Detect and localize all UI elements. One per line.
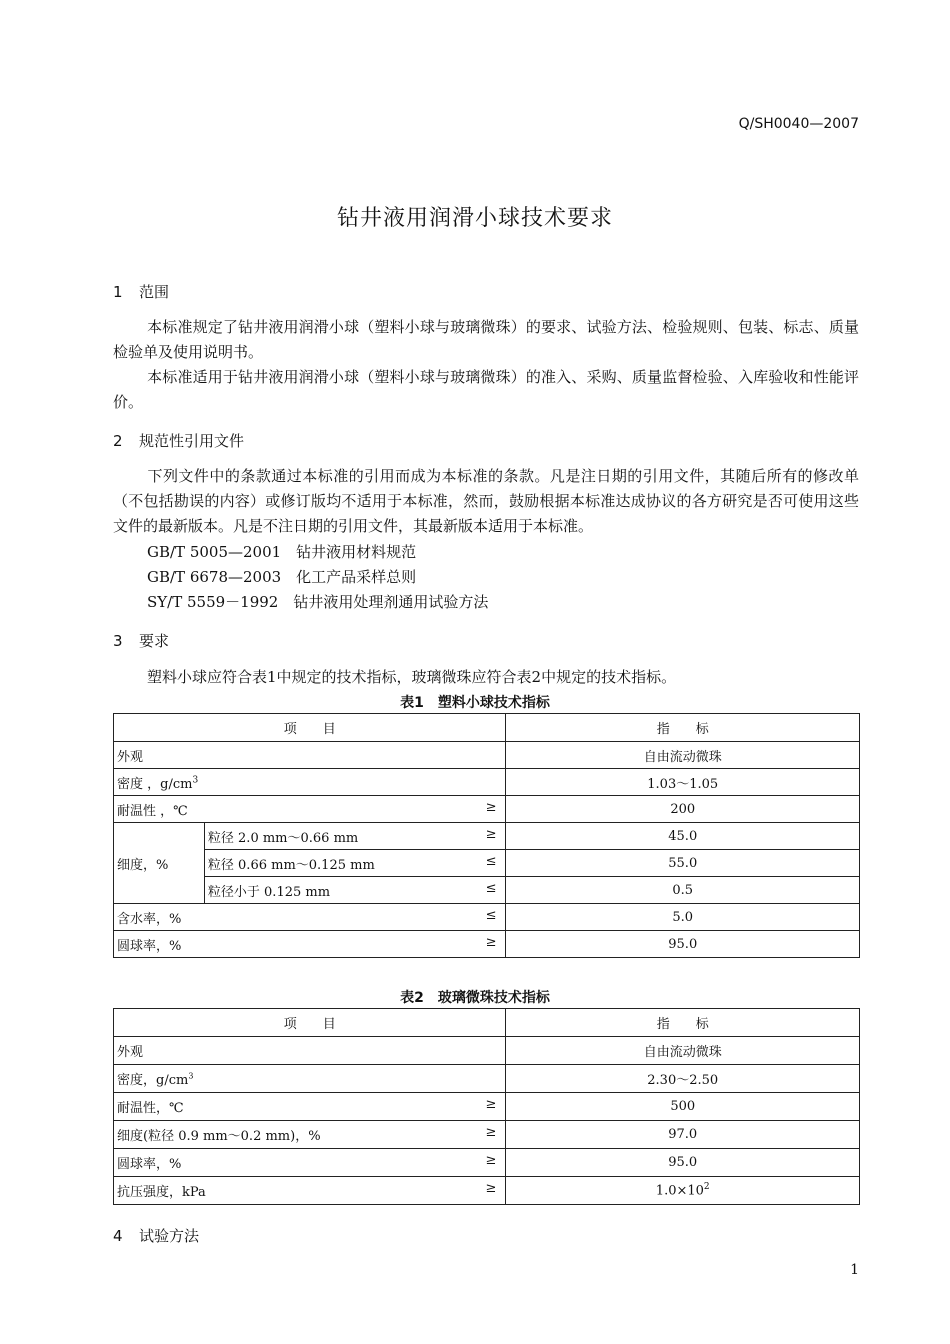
section-1-heading [113, 281, 169, 302]
table-row [114, 742, 860, 769]
row-label: 细度(粒径 0.9 mm～0.2 mm)，% ≥ [114, 1121, 506, 1149]
row-value: 自由流动微珠 [506, 742, 860, 769]
comparison-symbol: ≥ [485, 1097, 497, 1112]
table-row [114, 850, 860, 877]
row-value: 0.5 [506, 877, 860, 904]
table-row [114, 1093, 860, 1121]
row-label: 圆球率，% ≥ [114, 931, 506, 958]
section-title: 要求 [139, 632, 170, 650]
table-row [114, 931, 860, 958]
row-value: $1.0\times 10^2$ [506, 1177, 860, 1205]
table-row [114, 1149, 860, 1177]
row-label: 粒径小于 0.125 mm ≤ [204, 877, 506, 904]
row-label: 外观 [114, 742, 506, 769]
row-label: 粒径 2.0 mm～0.66 mm ≥ [204, 823, 506, 850]
table-row [114, 1065, 860, 1093]
table-row [114, 1037, 860, 1065]
row-value: 95.0 [506, 1149, 860, 1177]
section-4-heading [113, 1225, 199, 1246]
section-3-heading [113, 630, 169, 651]
row-label: 圆球率，% ≥ [114, 1149, 506, 1177]
section-number: 3 [113, 632, 123, 650]
comparison-symbol: ≤ [485, 853, 497, 869]
table-header-row [114, 714, 860, 742]
table-row [114, 904, 860, 931]
section-number: 2 [113, 432, 123, 450]
row-value: 5.0 [506, 904, 860, 931]
comparison-symbol: ≥ [485, 934, 497, 950]
header-item: 项 目 [114, 1009, 506, 1037]
row-value: 55.0 [506, 850, 860, 877]
row-label: 密度，$g/cm^3$ [114, 1065, 506, 1093]
row-value: 自由流动微珠 [506, 1037, 860, 1065]
section-2-heading [113, 430, 244, 451]
row-value: 200 [506, 796, 860, 823]
page-number: 1 [850, 1262, 859, 1278]
table-header-row [114, 1009, 860, 1037]
row-label: 耐温性 ，℃ ≥ [114, 796, 506, 823]
row-value: 2.30～2.50 [506, 1065, 860, 1093]
row-value: 45.0 [506, 823, 860, 850]
comparison-symbol: ≥ [485, 1153, 497, 1168]
section-number: 4 [113, 1227, 123, 1245]
section-title: 范围 [139, 283, 170, 301]
table-row [114, 823, 860, 850]
row-label: 外观 [114, 1037, 506, 1065]
comparison-symbol: ≤ [485, 907, 497, 923]
paragraph-scope-1: 本标准规定了钻井液用润滑小球（塑料小球与玻璃微珠）的要求、试验方法、检验规则、包装、标志、质量检验单及使用说明书。 [113, 318, 859, 361]
row-label: 含水率，% ≤ [114, 904, 506, 931]
row-group-label: 细度，% [114, 823, 205, 904]
section-title: 试验方法 [139, 1227, 200, 1245]
row-label: 耐温性，℃ ≥ [114, 1093, 506, 1121]
row-label: 粒径 0.66 mm～0.125 mm ≤ [204, 850, 506, 877]
row-label: 密度 ，$g/cm^3$ [114, 769, 506, 796]
row-value: 95.0 [506, 931, 860, 958]
row-label: 抗压强度，kPa ≥ [114, 1177, 506, 1205]
table1-plastic-ball-specs [113, 713, 860, 958]
comparison-symbol: ≥ [485, 799, 497, 815]
section-number: 1 [113, 283, 123, 301]
row-value: 500 [506, 1093, 860, 1121]
header-value: 指 标 [506, 1009, 860, 1037]
reference-item: GB/T 6678—2003 化工产品采样总则 [147, 568, 417, 586]
table-row [114, 769, 860, 796]
standard-code: Q/SH0040—2007 [738, 116, 859, 132]
table-row [114, 1177, 860, 1205]
table1-caption: 表1 塑料小球技术指标 [400, 695, 550, 711]
comparison-symbol: ≥ [485, 1125, 497, 1140]
header-item: 项 目 [114, 714, 506, 742]
comparison-symbol: ≥ [485, 826, 497, 842]
table-row [114, 1121, 860, 1149]
table2-caption: 表2 玻璃微珠技术指标 [400, 990, 550, 1006]
row-value: 1.03～1.05 [506, 769, 860, 796]
paragraph-requirements: 塑料小球应符合表1中规定的技术指标，玻璃微珠应符合表2中规定的技术指标。 [147, 668, 677, 686]
table2-glass-bead-specs [113, 1008, 860, 1205]
header-value: 指 标 [506, 714, 860, 742]
row-value: 97.0 [506, 1121, 860, 1149]
table-row [114, 796, 860, 823]
comparison-symbol: ≥ [485, 1181, 497, 1196]
table-row [114, 877, 860, 904]
reference-item: SY/T 5559－1992 钻井液用处理剂通用试验方法 [147, 593, 489, 611]
paragraph-scope-2: 本标准适用于钻井液用润滑小球（塑料小球与玻璃微珠）的准入、采购、质量监督检验、入库验收和性能评价。 [113, 368, 859, 411]
comparison-symbol: ≤ [485, 880, 497, 896]
document-title: 钻井液用润滑小球技术要求 [336, 206, 613, 231]
paragraph-references-intro: 下列文件中的条款通过本标准的引用而成为本标准的条款。凡是注日期的引用文件，其随后所有的修改单（不包括勘误的内容）或修订版均不适用于本标准，然而，鼓励根据本标准达成协议的各方研究是否可使用这些文件的最新版本。凡是不注日期的引用文件，其最新版本适用于本标准。 [113, 467, 859, 535]
section-title: 规范性引用文件 [139, 432, 245, 450]
reference-item: GB/T 5005—2001 钻井液用材料规范 [147, 543, 417, 561]
